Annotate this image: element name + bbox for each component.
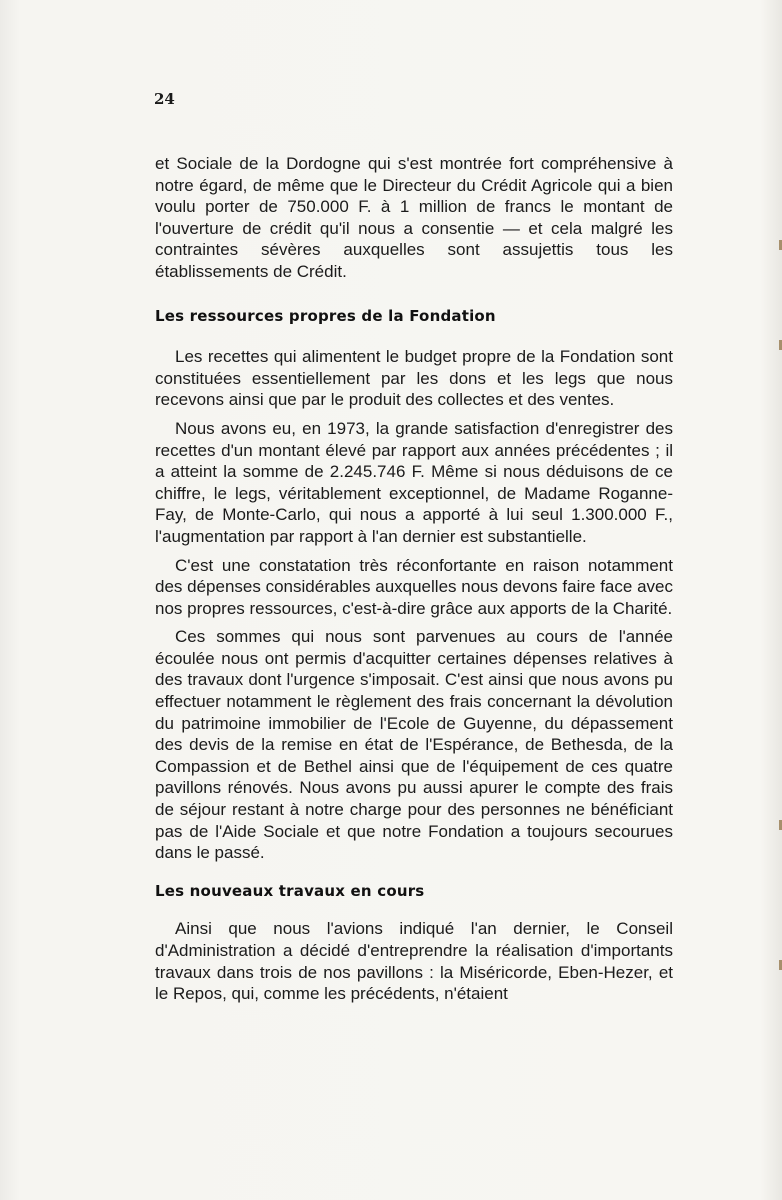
page-body [155,153,673,1012]
paragraph: Les recettes qui alimentent le budget propre de la Fondation sont constituées essentiellement par les dons et les legs que nous recevons ainsi que par le produit des collectes et des ventes. [155,347,673,410]
intro-paragraph: et Sociale de la Dordogne qui s'est montrée fort compréhensive à notre égard, de même que le Directeur du Crédit Agricole qui a bien voulu porter de 750.000 F. à 1 million de francs le montant de l'ouverture de crédit qu'il nous a consentie — et cela malgré les contraintes sévères auxquelles sont assujettis tous les établissements de Crédit. [155,154,673,281]
paragraph: Ainsi que nous l'avions indiqué l'an dernier, le Conseil d'Administration a décidé d'entreprendre la réalisation d'importants travaux dans trois de nos pavillons : la Miséricorde, Eben-Hezer, et le Repos, qui, comme les précédents, n'étaient [155,919,673,1004]
paragraph: Ces sommes qui nous sont parvenues au cours de l'année écoulée nous ont permis d'acquitter certaines dépenses relatives à des travaux dont l'urgence s'imposait. C'est ainsi que nous avons pu effectuer notamment le règlement des frais concernant la dévolution du patrimoine immobilier de l'Ecole de Guyenne, du dépassement des devis de la remise en état de l'Espérance, de Bethesda, de la Compassion et de Bethel ainsi que de l'équipement de ces quatre pavillons rénovés. Nous avons pu aussi apurer le compte des frais de séjour restant à notre charge pour des personnes ne bénéficiant pas de l'Aide Sociale et que notre Fondation a toujours secourues dans le passé. [155,627,673,863]
paragraph: C'est une constatation très réconfortante en raison notamment des dépenses considérables auxquelles nous devons faire face avec nos propres ressources, c'est-à-dire grâce aux apports de la Charité. [155,555,673,618]
paragraph: Nous avons eu, en 1973, la grande satisfaction d'enregistrer des recettes d'un montant élevé par rapport aux années précédentes ; il a atteint la somme de 2.245.746 F. Même si nous déduisons de ce chiffre, le legs, véritablement exceptionnel, de Madame Roganne-Fay, de Monte-Carlo, qui nous a apporté à lui seul 1.300.000 F., l'augmentation par rapport à l'an dernier est substantielle. [155,418,673,546]
page-number: 24 [154,90,175,108]
section-heading-ressources: Les ressources propres de la Fondation [155,306,496,325]
section-heading-travaux: Les nouveaux travaux en cours [155,881,425,900]
